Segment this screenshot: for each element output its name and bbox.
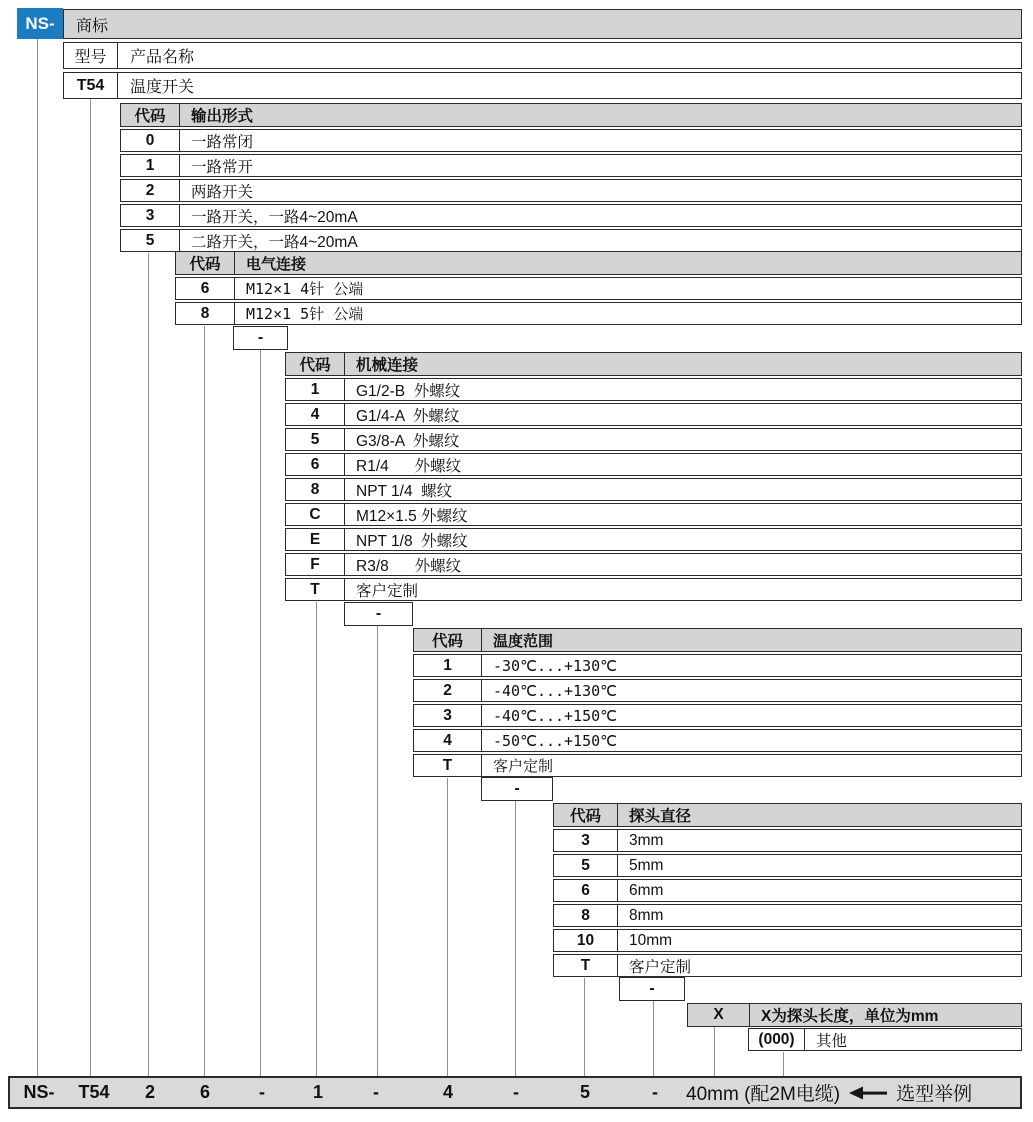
- desc-cell: M12×1.5 外螺纹: [356, 507, 468, 525]
- desc-cell: G1/2-B 外螺纹: [356, 382, 461, 400]
- table-row: [413, 679, 1022, 702]
- table-row: [748, 1028, 1022, 1051]
- example-segment: -: [373, 1082, 379, 1102]
- model-code-column-label: 型号: [64, 43, 118, 68]
- connector-line: [714, 1027, 715, 1076]
- code-cell: C: [286, 504, 345, 525]
- connector-line: [90, 99, 91, 1076]
- desc-cell: R1/4 外螺纹: [356, 457, 462, 475]
- code-cell: E: [286, 529, 345, 550]
- table-row: [553, 854, 1022, 877]
- connector-line: [584, 978, 585, 1076]
- desc-cell: G3/8-A 外螺纹: [356, 432, 460, 450]
- example-tail: 40mm (配2M电缆): [686, 1084, 841, 1105]
- table-row: [120, 204, 1022, 227]
- code-cell: 8: [176, 303, 235, 324]
- product-name-value: 温度开关: [130, 79, 195, 96]
- desc-cell: -40℃...+130℃: [493, 681, 617, 700]
- table-body: [553, 829, 1022, 977]
- table-header: [120, 103, 1022, 127]
- title-header-cell: 机械连接: [356, 357, 419, 374]
- table-header: [687, 1003, 1022, 1027]
- desc-cell: M12×1 5针 公端: [246, 305, 364, 323]
- code-cell: F: [286, 554, 345, 575]
- product-name-column-label: 产品名称: [130, 49, 195, 66]
- table-row: [413, 754, 1022, 777]
- connector-line: [515, 801, 516, 1076]
- example-segment: NS-: [23, 1082, 55, 1102]
- table-row: [553, 929, 1022, 952]
- brand-code-box: NS-: [17, 8, 63, 39]
- code-cell: 1: [286, 379, 345, 400]
- table-row: [285, 403, 1022, 426]
- desc-cell: 客户定制: [493, 757, 554, 775]
- table-row: [175, 277, 1022, 300]
- table-row: [285, 553, 1022, 576]
- table-row: [553, 879, 1022, 902]
- desc-cell: 一路常开: [191, 158, 254, 176]
- table-row: [120, 179, 1022, 202]
- table-probe-length-header: [687, 1003, 1022, 1029]
- example-segment: 6: [199, 1082, 211, 1102]
- title-header-cell: 电气连接: [246, 254, 307, 273]
- desc-cell: 二路开关，一路4~20mA: [191, 233, 358, 251]
- code-cell: 5: [121, 230, 180, 251]
- code-header-cell: 代码: [414, 629, 482, 651]
- table-row: [413, 654, 1022, 677]
- example-segment: 1: [312, 1082, 324, 1102]
- model-value-row: [63, 72, 1022, 99]
- connector-line: [148, 253, 149, 1076]
- code-cell: 3: [414, 705, 482, 726]
- title-header-cell: X为探头长度，单位为mm: [761, 1008, 939, 1025]
- table-mechanical-connection: [285, 352, 1022, 603]
- table-header: [413, 628, 1022, 652]
- table-output-form: [120, 103, 1022, 254]
- code-cell: T: [286, 579, 345, 600]
- connector-line: [377, 626, 378, 1076]
- desc-cell: G1/4-A 外螺纹: [356, 407, 460, 425]
- table-body: [285, 378, 1022, 601]
- connector-line: [204, 326, 205, 1076]
- code-cell: T: [554, 955, 618, 976]
- table-row: [285, 478, 1022, 501]
- dash-separator: -: [344, 602, 413, 626]
- table-header: [285, 352, 1022, 376]
- code-cell: T: [414, 755, 482, 776]
- desc-cell: 6mm: [629, 881, 664, 899]
- table-temperature-range: [413, 628, 1022, 779]
- desc-cell: -30℃...+130℃: [493, 656, 617, 675]
- desc-cell: 客户定制: [629, 958, 692, 976]
- example-tail-group: [686, 1078, 972, 1107]
- table-row: [413, 729, 1022, 752]
- desc-cell: 客户定制: [356, 582, 419, 600]
- code-cell: 0: [121, 130, 180, 151]
- code-cell: 6: [554, 880, 618, 901]
- trademark-label: 商标: [76, 17, 109, 35]
- table-row: [413, 704, 1022, 727]
- code-cell: 1: [414, 655, 482, 676]
- desc-cell: 一路开关，一路4~20mA: [191, 208, 358, 226]
- table-row: [120, 129, 1022, 152]
- table-row: [175, 302, 1022, 325]
- table-header: [175, 251, 1022, 275]
- table-header: [553, 803, 1022, 827]
- code-header-cell: 代码: [176, 252, 235, 274]
- table-row: [285, 378, 1022, 401]
- code-cell: 2: [121, 180, 180, 201]
- code-cell: 6: [176, 278, 235, 299]
- connector-line: [37, 39, 38, 1076]
- connector-line: [447, 778, 448, 1076]
- code-cell: (000): [749, 1029, 805, 1050]
- code-cell: 5: [554, 855, 618, 876]
- desc-cell: 10mm: [629, 931, 673, 949]
- model-header-row: [63, 42, 1022, 69]
- code-cell: 4: [286, 404, 345, 425]
- connector-line: [783, 1052, 784, 1076]
- desc-cell: NPT 1/4 螺纹: [356, 482, 453, 500]
- table-row: [285, 528, 1022, 551]
- example-label: 选型举例: [896, 1084, 973, 1105]
- title-header-cell: 探头直径: [629, 808, 692, 825]
- example-segment: 4: [442, 1082, 454, 1102]
- example-segment: T54: [78, 1082, 110, 1102]
- code-cell: 5: [286, 429, 345, 450]
- desc-cell: M12×1 4针 公端: [246, 280, 364, 298]
- desc-cell: R3/8 外螺纹: [356, 557, 462, 575]
- code-header-cell: 代码: [286, 353, 345, 375]
- desc-cell: 5mm: [629, 856, 664, 874]
- connector-line: [653, 1001, 654, 1076]
- desc-cell: 3mm: [629, 831, 664, 849]
- desc-cell: 其他: [816, 1032, 848, 1050]
- code-cell: 2: [414, 680, 482, 701]
- table-row: [285, 428, 1022, 451]
- arrow-left-icon: [849, 1086, 887, 1100]
- code-cell: 8: [554, 905, 618, 926]
- code-cell: 4: [414, 730, 482, 751]
- desc-cell: -40℃...+150℃: [493, 706, 617, 725]
- table-probe-diameter: [553, 803, 1022, 979]
- example-segment: -: [513, 1082, 519, 1102]
- desc-cell: 8mm: [629, 906, 664, 924]
- code-cell: 8: [286, 479, 345, 500]
- example-segment: 5: [579, 1082, 591, 1102]
- desc-cell: NPT 1/8 外螺纹: [356, 532, 468, 550]
- table-row: [120, 154, 1022, 177]
- trademark-header: [63, 9, 1022, 39]
- desc-cell: 两路开关: [191, 183, 254, 201]
- connector-line: [316, 602, 317, 1076]
- example-segment: 2: [144, 1082, 156, 1102]
- title-header-cell: 温度范围: [493, 631, 554, 650]
- table-body: [175, 277, 1022, 325]
- table-row: [553, 904, 1022, 927]
- table-body: [413, 654, 1022, 777]
- dash-separator: -: [481, 777, 553, 801]
- title-header-cell: 输出形式: [191, 108, 254, 125]
- code-header-cell: 代码: [554, 804, 618, 826]
- code-cell: 6: [286, 454, 345, 475]
- code-cell: 1: [121, 155, 180, 176]
- table-row: [120, 229, 1022, 252]
- example-segment: -: [652, 1082, 658, 1102]
- table-row: [553, 954, 1022, 977]
- desc-cell: -50℃...+150℃: [493, 731, 617, 750]
- table-electrical-connection: [175, 251, 1022, 327]
- example-segment: -: [259, 1082, 265, 1102]
- desc-cell: 一路常闭: [191, 133, 254, 151]
- table-row: [553, 829, 1022, 852]
- example-bar: [8, 1076, 1022, 1109]
- dash-separator: -: [233, 326, 288, 350]
- model-code-value: T54: [64, 73, 118, 98]
- code-cell: 3: [121, 205, 180, 226]
- code-header-cell: X: [688, 1004, 750, 1026]
- table-body: [120, 129, 1022, 252]
- code-header-cell: 代码: [121, 104, 180, 126]
- connector-line: [260, 350, 261, 1076]
- table-row: [285, 578, 1022, 601]
- table-row: [285, 503, 1022, 526]
- table-probe-length-row: [748, 1028, 1022, 1053]
- dash-separator: -: [619, 977, 685, 1001]
- table-row: [285, 453, 1022, 476]
- code-cell: 3: [554, 830, 618, 851]
- code-cell: 10: [554, 930, 618, 951]
